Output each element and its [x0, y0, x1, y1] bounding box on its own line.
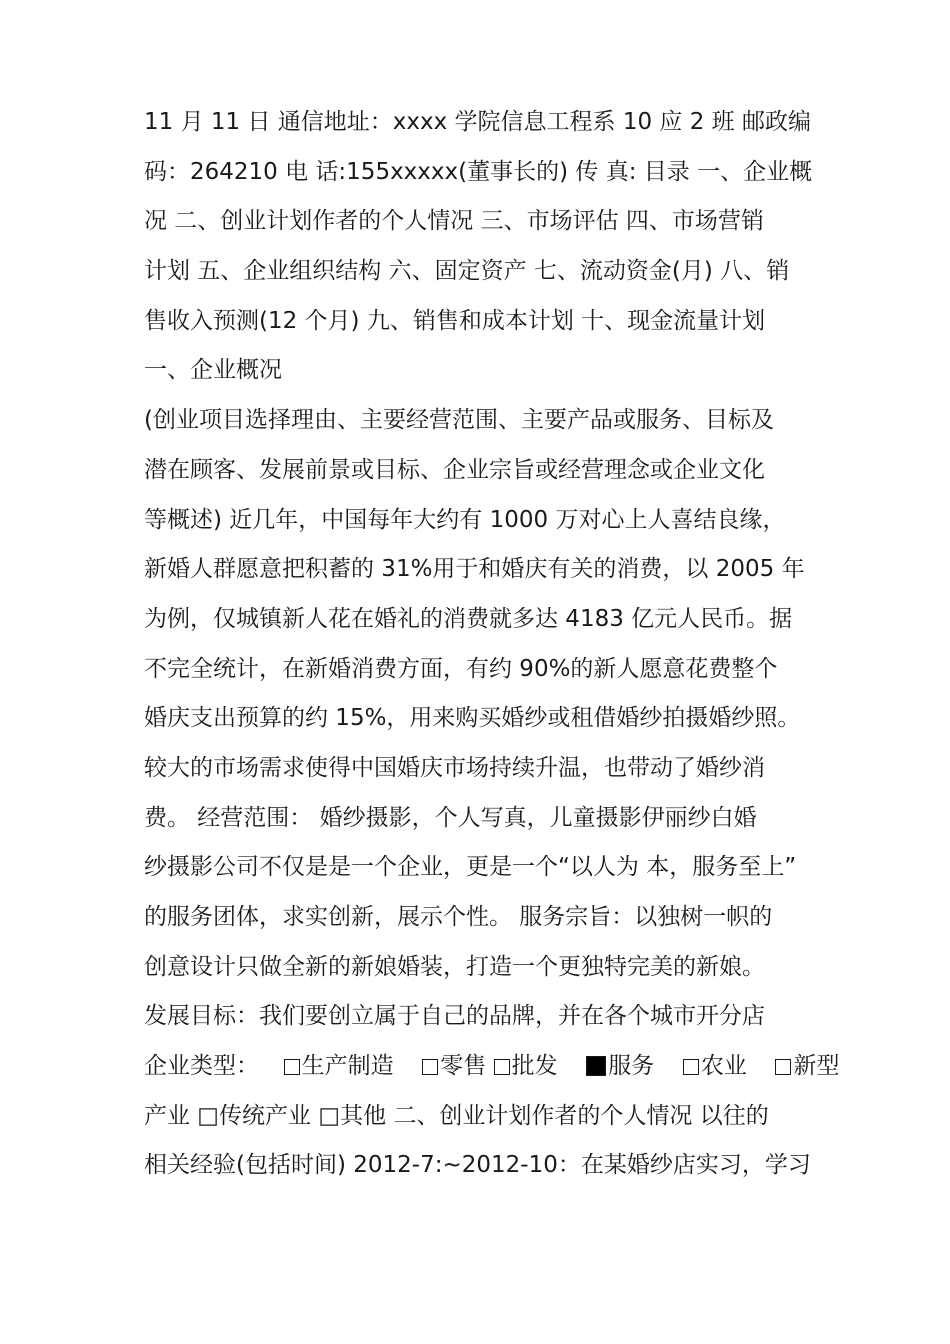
option-manufacturing[interactable]: 生产制造 — [284, 1042, 394, 1092]
text-line: 相关经验(包括时间) 2012-7:~2012-10：在某婚纱店实习，学习 — [144, 1152, 811, 1179]
text-line: 纱摄影公司不仅是是一个企业，更是一个“以人为 本，服务至上” — [144, 854, 797, 881]
text-line: 的服务团体，求实创新，展示个性。 服务宗旨：以独树一帜的 — [144, 904, 773, 930]
checkbox-icon[interactable] — [284, 1059, 300, 1075]
text-line: 创意设计只做全新的新娘婚装，打造一个更独特完美的新娘。 — [144, 953, 765, 980]
checkbox-icon[interactable] — [422, 1059, 438, 1075]
text-line: 发展目标：我们要创立属于自己的品牌，并在各个城市开分店 — [144, 1003, 765, 1030]
text-line: (创业项目选择理由、主要经营范围、主要产品或服务、目标及 — [144, 407, 774, 434]
checked-checkbox-icon[interactable] — [586, 1056, 606, 1076]
text-line: 潜在顾客、发展前景或目标、企业宗旨或经营理念或企业文化 — [144, 456, 765, 483]
text-line: 11 月 11 日 通信地址：xxxx 学院信息工程系 10 应 2 班 邮政编 — [144, 109, 811, 135]
text-line: 婚庆支出预算的约 15%，用来购买婚纱或租借婚纱拍摄婚纱照。 — [144, 705, 801, 732]
text-line: 较大的市场需求使得中国婚庆市场持续升温，也带动了婚纱消 — [144, 754, 765, 781]
text-line: 计划 五、企业组织结构 六、固定资产 七、流动资金(月) 八、销 — [144, 258, 790, 285]
text-line: 费。 经营范围： 婚纱摄影，个人写真，儿童摄影伊丽纱白婚 — [144, 804, 757, 831]
checkbox-icon[interactable] — [494, 1059, 510, 1075]
text-line: 码：264210 电 话:155xxxxx(董事长的) 传 真: 目录 一、企业概 — [144, 158, 813, 185]
text-line: 售收入预测(12 个月) 九、销售和成本计划 十、现金流量计划 — [144, 307, 766, 334]
checkbox-icon[interactable] — [683, 1059, 699, 1075]
checkbox-icon[interactable] — [775, 1059, 791, 1075]
option-service[interactable]: 服务 — [586, 1042, 654, 1092]
text-line: 不完全统计，在新婚消费方面，有约 90%的新人愿意花费整个 — [144, 655, 778, 682]
text-line: 产业 □传统产业 □其他 二、创业计划作者的个人情况 以往的 — [144, 1102, 769, 1129]
option-wholesale[interactable]: 批发 — [494, 1042, 558, 1092]
text-line: 新婚人群愿意把积蓄的 31%用于和婚庆有关的消费，以 2005 年 — [144, 556, 805, 583]
text-line: 为例，仅城镇新人花在婚礼的消费就多达 4183 亿元人民币。据 — [144, 605, 793, 632]
enterprise-type-line — [144, 1042, 840, 1092]
option-new-type[interactable]: 新型 — [775, 1042, 839, 1092]
option-retail[interactable]: 零售 — [422, 1042, 486, 1092]
enterprise-type-label: 企业类型： — [144, 1053, 259, 1080]
text-line: 况 二、创业计划作者的个人情况 三、市场评估 四、市场营销 — [144, 208, 764, 235]
section-heading: 一、企业概况 — [144, 357, 282, 384]
option-agriculture[interactable]: 农业 — [683, 1042, 747, 1092]
text-line: 等概述) 近几年，中国每年大约有 1000 万对心上人喜结良缘， — [144, 506, 786, 533]
document-body — [144, 98, 840, 1191]
